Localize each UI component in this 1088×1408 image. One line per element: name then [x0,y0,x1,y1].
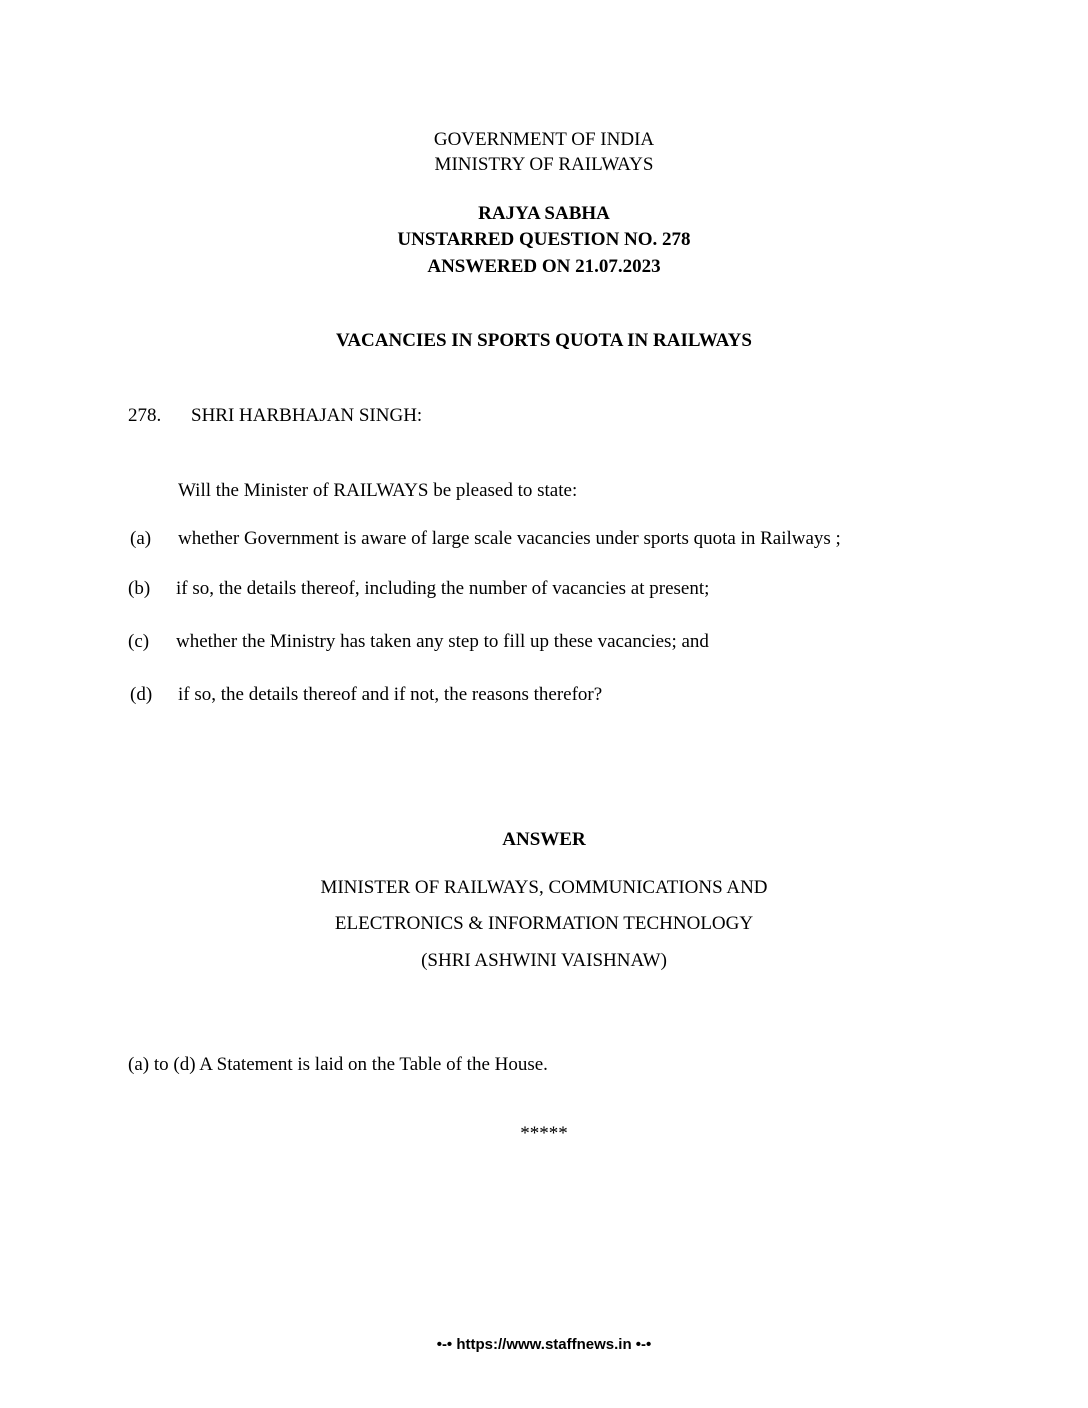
minister-name: (SHRI ASHWINI VAISHNAW) [421,950,667,971]
end-mark: ***** [520,1123,568,1144]
govt-heading: GOVERNMENT OF INDIA [433,129,655,150]
part-text: whether Government is aware of large scale vacancies under sports quota in Railways ; [178,528,841,549]
part-label: (d) [130,684,153,705]
part-label: (c) [128,631,150,652]
minister-title-line1: MINISTER OF RAILWAYS, COMMUNICATIONS AND [320,877,768,898]
part-label: (b) [128,578,151,599]
footer-watermark: •-• https://www.staffnews.in •-• [436,1336,652,1353]
part-text: whether the Ministry has taken any step to fill up these vacancies; and [176,631,709,652]
part-text: if so, the details thereof and if not, the reasons therefor? [178,684,603,705]
part-text: if so, the details thereof, including the number of vacancies at present; [176,578,710,599]
question-intro: Will the Minister of RAILWAYS be pleased to state: [178,480,578,501]
question-number-heading: UNSTARRED QUESTION NO. 278 [397,229,691,250]
subject-title: VACANCIES IN SPORTS QUOTA IN RAILWAYS [336,330,752,351]
member-name: SHRI HARBHAJAN SINGH: [191,405,423,426]
ministry-heading: MINISTRY OF RAILWAYS [434,154,654,175]
part-label: (a) [130,528,152,549]
answered-on-heading: ANSWERED ON 21.07.2023 [427,256,661,277]
house-name: RAJYA SABHA [478,203,610,224]
answer-heading: ANSWER [502,829,586,850]
answer-statement: (a) to (d) A Statement is laid on the Table of the House. [128,1054,548,1075]
question-number: 278. [128,405,162,426]
minister-title-line2: ELECTRONICS & INFORMATION TECHNOLOGY [334,913,754,934]
